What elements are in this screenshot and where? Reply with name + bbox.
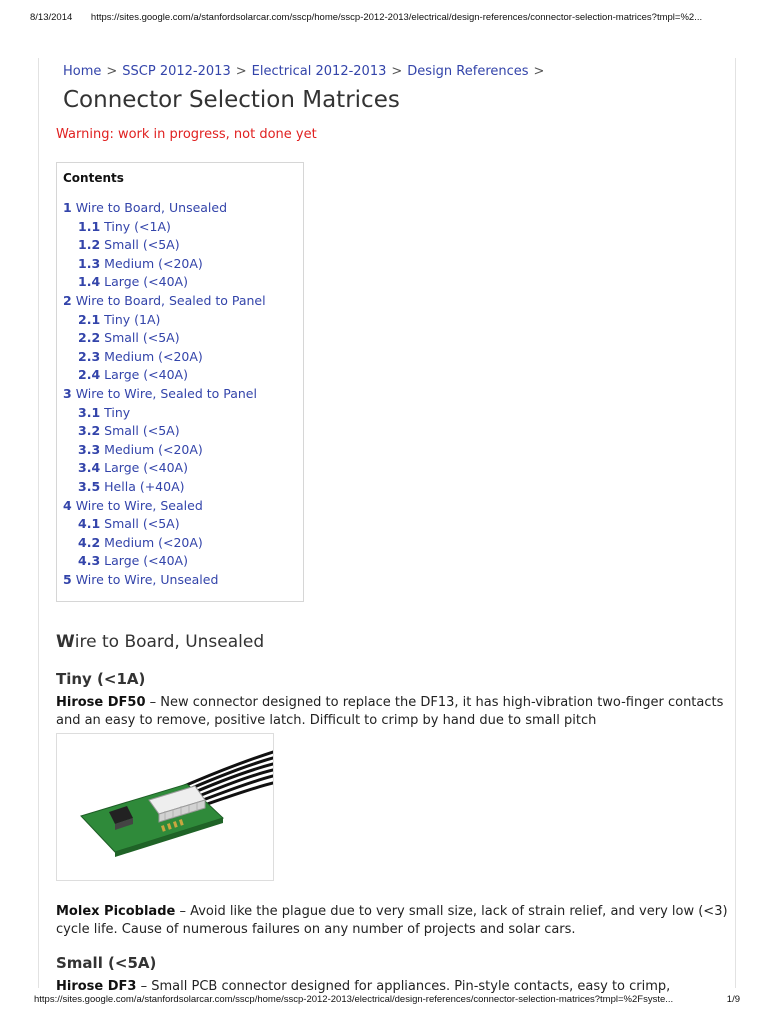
toc-item[interactable] [63, 404, 303, 423]
print-header-url: https://sites.google.com/a/stanfordsolarcar.com/sscp/home/sscp-2012-2013/electrical/design-references/connector-selection-matrices?tmpl=%2... [90, 12, 703, 23]
toc-item-label[interactable]: Medium (<20A) [104, 255, 203, 271]
toc-item[interactable] [63, 515, 303, 534]
breadcrumb-separator: > [106, 64, 118, 79]
toc-item-label[interactable]: Wire to Board, Unsealed [75, 200, 228, 215]
toc-item-label[interactable]: Small (<5A) [104, 423, 180, 439]
toc-item-number: 4.1 [78, 516, 101, 532]
toc-item-number: 4.3 [78, 553, 101, 569]
toc-item-label[interactable]: Large (<40A) [104, 367, 188, 383]
toc-item[interactable] [63, 273, 303, 292]
toc-item-number: 3.5 [78, 478, 101, 494]
toc-item-number: 4.2 [78, 534, 101, 550]
connector-name-df50: Hirose DF50 [56, 695, 146, 711]
toc-item[interactable] [63, 459, 303, 478]
toc-item-label[interactable]: Medium (<20A) [104, 348, 203, 364]
toc-item-label[interactable]: Tiny [104, 404, 131, 420]
toc-item-number: 3.3 [78, 441, 101, 457]
page-content [56, 60, 736, 996]
toc-item[interactable] [63, 311, 303, 330]
toc-item[interactable] [63, 329, 303, 348]
toc-item-number: 3.1 [78, 404, 101, 420]
toc-item-number: 1.4 [78, 274, 101, 290]
breadcrumb-home[interactable]: Home [63, 64, 102, 79]
toc-item-number: 1 [63, 200, 72, 215]
df50-connector-illustration [57, 734, 273, 880]
toc-item-number: 2.4 [78, 367, 101, 383]
toc-item-number: 1.1 [78, 218, 101, 234]
connector-name-df3: Hirose DF3 [56, 979, 137, 995]
toc-item[interactable] [63, 292, 303, 311]
toc-item[interactable] [63, 534, 303, 553]
spacer [56, 881, 736, 903]
print-footer [34, 994, 740, 1005]
toc-item-number: 4 [63, 497, 72, 513]
toc-item-number: 2 [63, 292, 72, 308]
toc-item-number: 3.4 [78, 460, 101, 476]
toc-item-label[interactable]: Wire to Wire, Sealed [75, 497, 203, 513]
toc-list [63, 199, 303, 589]
toc-item-label[interactable]: Medium (<20A) [104, 534, 203, 550]
section-heading-initial: W [56, 632, 75, 653]
toc-item-label[interactable]: Large (<40A) [104, 274, 188, 290]
page-title: Connector Selection Matrices [63, 87, 400, 113]
toc-item-label[interactable]: Small (<5A) [104, 237, 180, 253]
toc-item[interactable] [63, 236, 303, 255]
subheading-small: Small (<5A) [56, 954, 157, 973]
toc-item-number: 1.2 [78, 237, 101, 253]
toc-item[interactable] [63, 348, 303, 367]
section-heading-wire-to-board-unsealed [56, 630, 736, 654]
subheading-tiny: Tiny (<1A) [56, 670, 146, 689]
toc-item[interactable] [63, 218, 303, 237]
connector-text-df50: – New connector designed to replace the DF13, it has high-vibration two-finger contacts and an easy to remove, positive latch. Difficult to crimp by hand due to small pitch [56, 695, 724, 728]
toc-item-number: 2.1 [78, 311, 101, 327]
print-date: 8/13/2014 [30, 12, 73, 23]
toc-item-number: 3 [63, 385, 72, 401]
toc-item-label[interactable]: Small (<5A) [104, 516, 180, 532]
toc-item-label[interactable]: Hella (+40A) [104, 478, 185, 494]
toc-item-number: 5 [63, 571, 72, 587]
toc-item-number: 3.2 [78, 423, 101, 439]
connector-description-picoblade [56, 903, 736, 938]
toc-item-label[interactable]: Tiny (<1A) [104, 218, 171, 234]
table-of-contents [56, 162, 304, 602]
print-footer-url: https://sites.google.com/a/stanfordsolarcar.com/sscp/home/sscp-2012-2013/electrical/design-references/connector-selection-matrices?tmpl=%2Fsyste... [34, 994, 674, 1005]
warning-notice: Warning: work in progress, not done yet [56, 127, 317, 142]
toc-item[interactable] [63, 422, 303, 441]
toc-item-number: 2.3 [78, 348, 101, 364]
toc-item[interactable] [63, 385, 303, 404]
toc-item-label[interactable]: Large (<40A) [104, 553, 188, 569]
print-header [30, 12, 750, 23]
toc-item[interactable] [63, 255, 303, 274]
breadcrumb-sscp[interactable]: SSCP 2012-2013 [122, 64, 231, 79]
section-heading-rest: ire to Board, Unsealed [74, 632, 265, 653]
connector-name-picoblade: Molex Picoblade [56, 904, 176, 920]
connector-text-picoblade: – Avoid like the plague due to very small size, lack of strain relief, and very low (<3) cycle life. Cause of numerous failures on any number of projects and solar cars. [56, 904, 728, 937]
breadcrumb-design-references[interactable]: Design References [407, 64, 529, 79]
breadcrumb-electrical[interactable]: Electrical 2012-2013 [251, 64, 387, 79]
toc-item[interactable] [63, 571, 303, 590]
connector-description-df50 [56, 694, 736, 729]
print-page-number: 1/9 [726, 994, 740, 1005]
toc-item[interactable] [63, 552, 303, 571]
toc-item-label[interactable]: Large (<40A) [104, 460, 188, 476]
connector-text-df3: – Small PCB connector designed for appliances. Pin-style contacts, easy to crimp, [136, 979, 671, 995]
toc-item-label[interactable]: Wire to Board, Sealed to Panel [75, 292, 266, 308]
breadcrumb-separator: > [533, 64, 545, 79]
toc-item-label[interactable]: Wire to Wire, Unsealed [75, 571, 219, 587]
df50-connector-photo [56, 733, 274, 881]
toc-item[interactable] [63, 199, 303, 218]
toc-heading: Contents [63, 171, 124, 185]
toc-item-number: 1.3 [78, 255, 101, 271]
breadcrumb-separator: > [235, 64, 247, 79]
toc-item-label[interactable]: Wire to Wire, Sealed to Panel [75, 385, 257, 401]
toc-item-label[interactable]: Tiny (1A) [104, 311, 161, 327]
toc-item[interactable] [63, 478, 303, 497]
toc-item[interactable] [63, 441, 303, 460]
toc-item-label[interactable]: Medium (<20A) [104, 441, 203, 457]
breadcrumb [63, 60, 736, 84]
toc-item[interactable] [63, 497, 303, 516]
toc-item-label[interactable]: Small (<5A) [104, 330, 180, 346]
breadcrumb-separator: > [391, 64, 403, 79]
toc-item-number: 2.2 [78, 330, 101, 346]
toc-item[interactable] [63, 366, 303, 385]
